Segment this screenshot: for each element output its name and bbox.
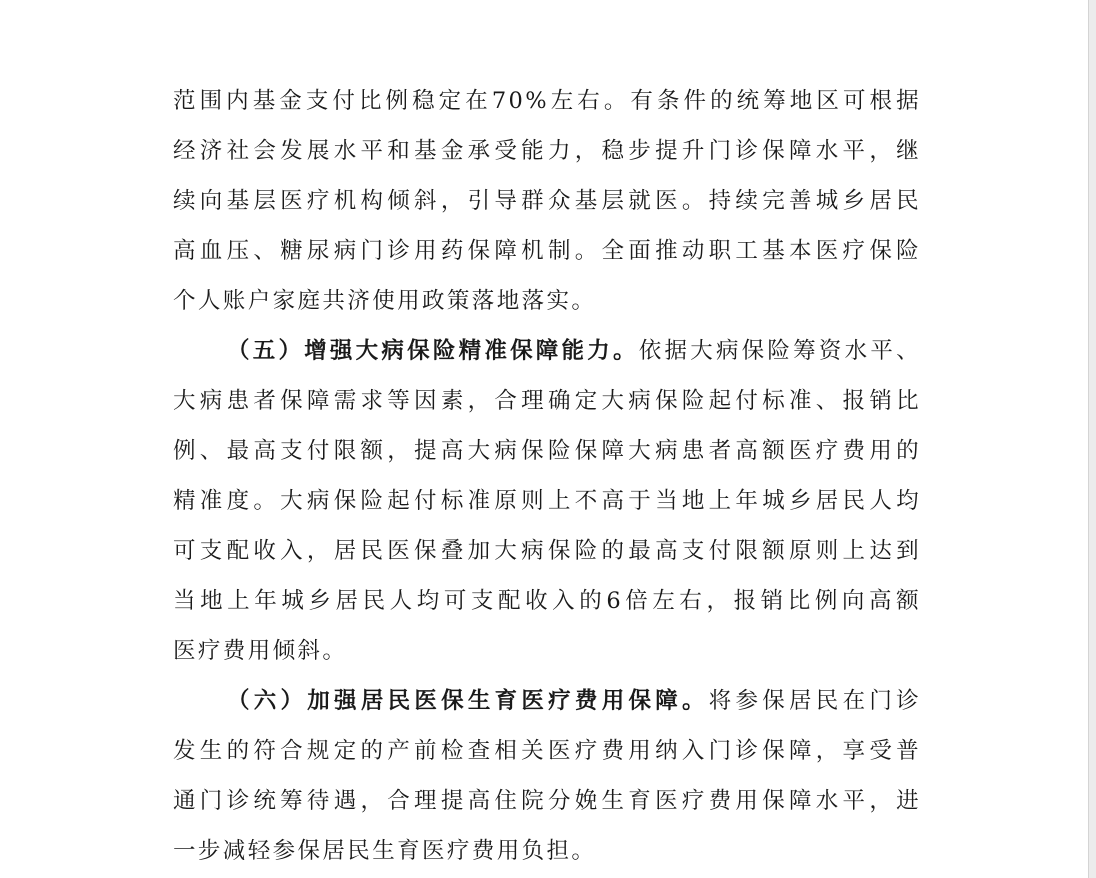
text-line: 高血压、糖尿病门诊用药保障机制。全面推动职工基本医疗保险 — [173, 238, 921, 264]
section-6-text: 将参保居民在门诊 — [708, 688, 921, 714]
text-line: 个人账户家庭共济使用政策落地落实。 — [173, 288, 597, 314]
page-edge-divider — [1088, 0, 1096, 878]
text-line: 精准度。大病保险起付标准原则上不高于当地上年城乡居民人均 — [173, 488, 921, 514]
text-line: 通门诊统筹待遇，合理提高住院分娩生育医疗费用保障水平，进 — [173, 788, 921, 814]
text-line: 当地上年城乡居民人均可支配收入的6倍左右，报销比例向高额 — [173, 588, 921, 614]
text-line: 经济社会发展水平和基金承受能力，稳步提升门诊保障水平，继 — [173, 138, 921, 164]
text-line: 发生的符合规定的产前检查相关医疗费用纳入门诊保障，享受普 — [173, 738, 921, 764]
text-line: 例、最高支付限额，提高大病保险保障大病患者高额医疗费用的 — [173, 438, 921, 464]
section-6-heading: （六）加强居民医保生育医疗费用保障。 — [227, 688, 709, 714]
section-5-text: 依据大病保险筹资水平、 — [638, 338, 921, 364]
section-5-heading: （五）增强大病保险精准保障能力。 — [227, 338, 639, 364]
text-line: 一步减轻参保居民生育医疗费用负担。 — [173, 838, 597, 864]
text-line: 大病患者保障需求等因素，合理确定大病保险起付标准、报销比 — [173, 388, 921, 414]
section-5-first-line — [227, 336, 921, 366]
text-line: 范围内基金支付比例稳定在70%左右。有条件的统筹地区可根据 — [173, 88, 921, 114]
section-6-first-line — [227, 686, 921, 716]
text-line: 可支配收入，居民医保叠加大病保险的最高支付限额原则上达到 — [173, 538, 921, 564]
text-line: 医疗费用倾斜。 — [173, 638, 348, 664]
text-line: 续向基层医疗机构倾斜，引导群众基层就医。持续完善城乡居民 — [173, 188, 921, 214]
